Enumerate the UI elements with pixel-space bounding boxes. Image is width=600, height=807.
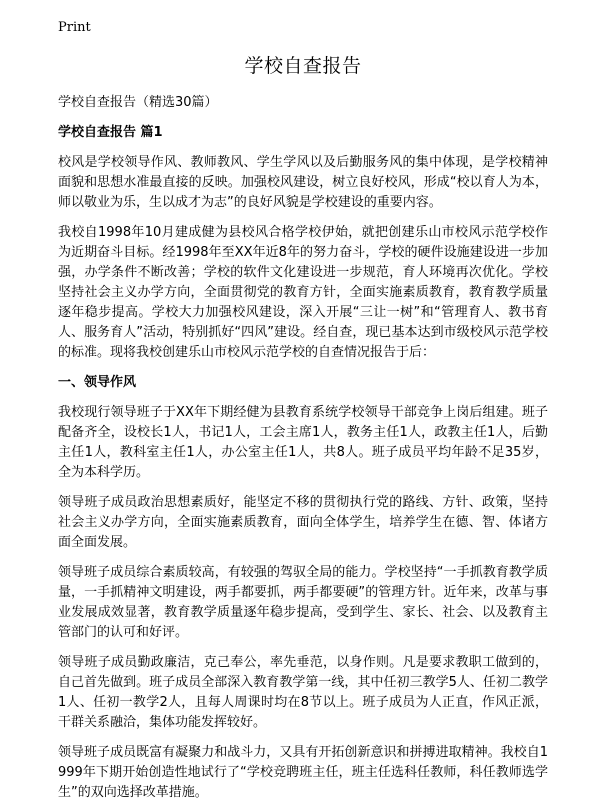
section-heading: 学校自查报告 篇1 bbox=[58, 125, 163, 140]
subsection-heading: 一、领导作风 bbox=[58, 375, 137, 390]
paragraph: 领导班子成员既富有凝聚力和战斗力，又具有开拓创新意识和拼搏进取精神。我校自1999年下期开始创造性地试行了“学校竞聘班主任，班主任选科任教师，科任教师选学生”的双向选择改革措施。 bbox=[58, 745, 548, 800]
paragraph: 领导班子成员勤政廉洁，克己奉公，率先垂范，以身作则。凡是要求教职工做到的，自己首先做到。班子成员全部深入教育教学第一线，其中任初三教学5人、任初二教学1人、任初一教学2人，且每人周课时均在8节以上。班子成员为人正直，作风正派，干群关系融洽，集体功能发挥较好。 bbox=[58, 655, 548, 730]
document-subtitle: 学校自查报告（精选30篇） bbox=[58, 95, 218, 110]
paragraph: 领导班子成员综合素质较高，有较强的驾驭全局的能力。学校坚持“一手抓教育教学质量，一手抓精神文明建设，两手都要抓，两手都要硬”的管理方针。近年来，改革与事业发展成效显著，教育教学质量逐年稳步提高，受到学生、家长、社会、以及教育主管部门的认可和好评。 bbox=[58, 565, 548, 640]
print-link[interactable]: Print bbox=[58, 20, 91, 35]
document-body bbox=[58, 44, 548, 807]
page-title: 学校自查报告 bbox=[244, 55, 362, 77]
paragraph: 校风是学校领导作风、教师教风、学生学风以及后勤服务风的集中体现，是学校精神面貌和思想水准最直接的反映。加强校风建设，树立良好校风，形成“校以育人为本，师以敬业为乐，生以成才为志”的良好风貌是学校建设的重要内容。 bbox=[58, 155, 548, 210]
paragraph: 我校现行领导班子于XX年下期经健为县教育系统学校领导干部竞争上岗后组建。班子配备齐全，设校长1人，书记1人，工会主席1人，教务主任1人，政教主任1人，后勤主任1人，教科室主任1人，办公室主任1人，共8人。班子成员平均年龄不足35岁，全为本科学历。 bbox=[58, 405, 548, 480]
paragraph: 领导班子成员政治思想素质好，能坚定不移的贯彻执行党的路线、方针、政策，坚持社会主义办学方向，全面实施素质教育，面向全体学生，培养学生在德、智、体诸方面全面发展。 bbox=[58, 495, 548, 550]
paragraph: 我校自1998年10月建成健为县校风合格学校伊始，就把创建乐山市校风示范学校作为近期奋斗目标。经1998年至XX年近8年的努力奋斗，学校的硬件设施建设进一步加强，办学条件不断改善；学校的软件文化建设进一步规范，育人环境再次优化。学校坚持社会主义办学方向，全面贯彻党的教育方针，全面实施素质教育，教育教学质量逐年稳步提高。学校大力加强校风建设，深入开展“三让一树”和“管理育人、教书育人、服务育人”活动，特别抓好“四风”建设。经自查，现已基本达到市级校风示范学校的标准。现将我校创建乐山市校风示范学校的自查情况报告于后： bbox=[58, 225, 548, 360]
